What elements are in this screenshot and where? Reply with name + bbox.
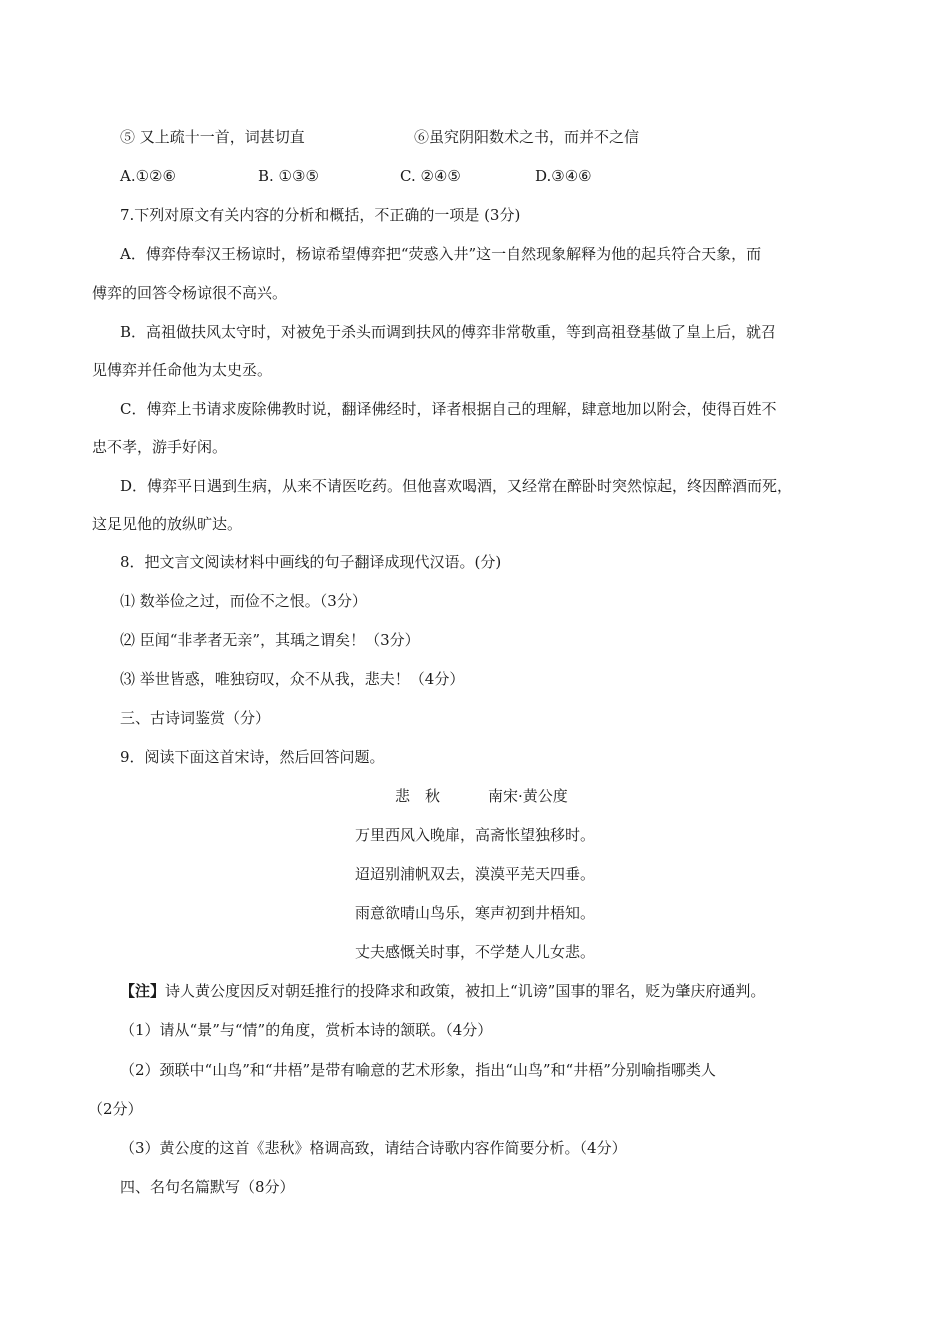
q6-item-5: ⑤ 又上疏十一首，词甚切直 xyxy=(120,128,305,146)
q6-option-b: B. ①③⑤ xyxy=(258,167,319,185)
q6-item-6: ⑥虽究阴阳数术之书，而并不之信 xyxy=(414,128,640,146)
q9-stem: 9．阅读下面这首宋诗，然后回答问题。 xyxy=(120,748,385,766)
q6-option-d: D.③④⑥ xyxy=(535,167,592,185)
q9-subquestion-1: （1）请从“景”与“情”的角度，赏析本诗的颔联。（4分） xyxy=(120,1021,493,1039)
section-4-heading: 四、名句名篇默写（8分） xyxy=(120,1178,295,1196)
q8-sentence-2: ⑵ 臣闻“非孝者无亲”，其瑀之谓矣！（3分） xyxy=(120,631,420,649)
q6-option-a: A.①②⑥ xyxy=(120,167,176,185)
q7-option-a-line2: 傅弈的回答令杨谅很不高兴。 xyxy=(92,284,288,302)
q7-option-d-line2: 这足见他的放纵旷达。 xyxy=(92,515,243,533)
poem-title: 悲 秋 xyxy=(395,787,441,805)
q7-stem: 7.下列对原文有关内容的分析和概括，不正确的一项是 (3分) xyxy=(120,206,521,224)
q8-stem: 8．把文言文阅读材料中画线的句子翻译成现代汉语。(分) xyxy=(120,553,502,571)
q8-sentence-3: ⑶ 举世皆惑，唯独窃叹，众不从我，悲夫！（4分） xyxy=(120,670,465,688)
q9-subquestion-2-line2: （2分） xyxy=(88,1100,143,1118)
section-3-heading: 三、古诗词鉴赏（分） xyxy=(120,709,271,727)
q7-option-a-line1: A．傅弈侍奉汉王杨谅时，杨谅希望傅弈把“荧惑入井”这一自然现象解释为他的起兵符合天象，而 xyxy=(120,245,762,263)
q7-option-b-line1: B．高祖做扶风太守时，对被免于杀头而调到扶风的傅弈非常敬重，等到高祖登基做了皇上后，就召 xyxy=(120,323,777,341)
poem-author: 南宋·黄公度 xyxy=(488,787,568,805)
note-text: 诗人黄公度因反对朝廷推行的投降求和政策，被扣上“讥谤”国事的罪名，贬为肇庆府通判。 xyxy=(165,982,766,1000)
poem-line-1: 万里西风入晚扉，高斋怅望独移时。 xyxy=(354,826,595,844)
q8-sentence-1: ⑴ 数举俭之过，而俭不之恨。（3分） xyxy=(120,592,367,610)
q7-option-b-line2: 见傅弈并任命他为太史丞。 xyxy=(92,361,273,379)
poem-line-2: 迢迢别浦帆双去，漠漠平芜天四垂。 xyxy=(354,865,595,883)
poem-note xyxy=(120,981,765,1001)
q9-subquestion-2-line1: （2）颈联中“山鸟”和“井梧”是带有喻意的艺术形象，指出“山鸟”和“井梧”分别喻指哪类人 xyxy=(120,1061,716,1079)
poem-line-3: 雨意欲晴山鸟乐，寒声初到井梧知。 xyxy=(354,904,595,922)
q7-option-c-line1: C．傅弈上书请求废除佛教时说，翻译佛经时，译者根据自己的理解，肆意地加以附会，使得百姓不 xyxy=(120,400,777,418)
q9-subquestion-3: （3）黄公度的这首《悲秋》格调高致，请结合诗歌内容作简要分析。（4分） xyxy=(120,1139,627,1157)
note-tag: 【注】 xyxy=(120,982,166,1000)
q7-option-d-line1: D．傅弈平日遇到生病，从来不请医吃药。但他喜欢喝酒，又经常在醉卧时突然惊起，终因醉酒而死， xyxy=(120,477,793,495)
q7-option-c-line2: 忠不孝，游手好闲。 xyxy=(92,438,228,456)
poem-line-4: 丈夫感慨关时事，不学楚人儿女悲。 xyxy=(354,943,595,961)
q6-option-c: C. ②④⑤ xyxy=(400,167,461,185)
